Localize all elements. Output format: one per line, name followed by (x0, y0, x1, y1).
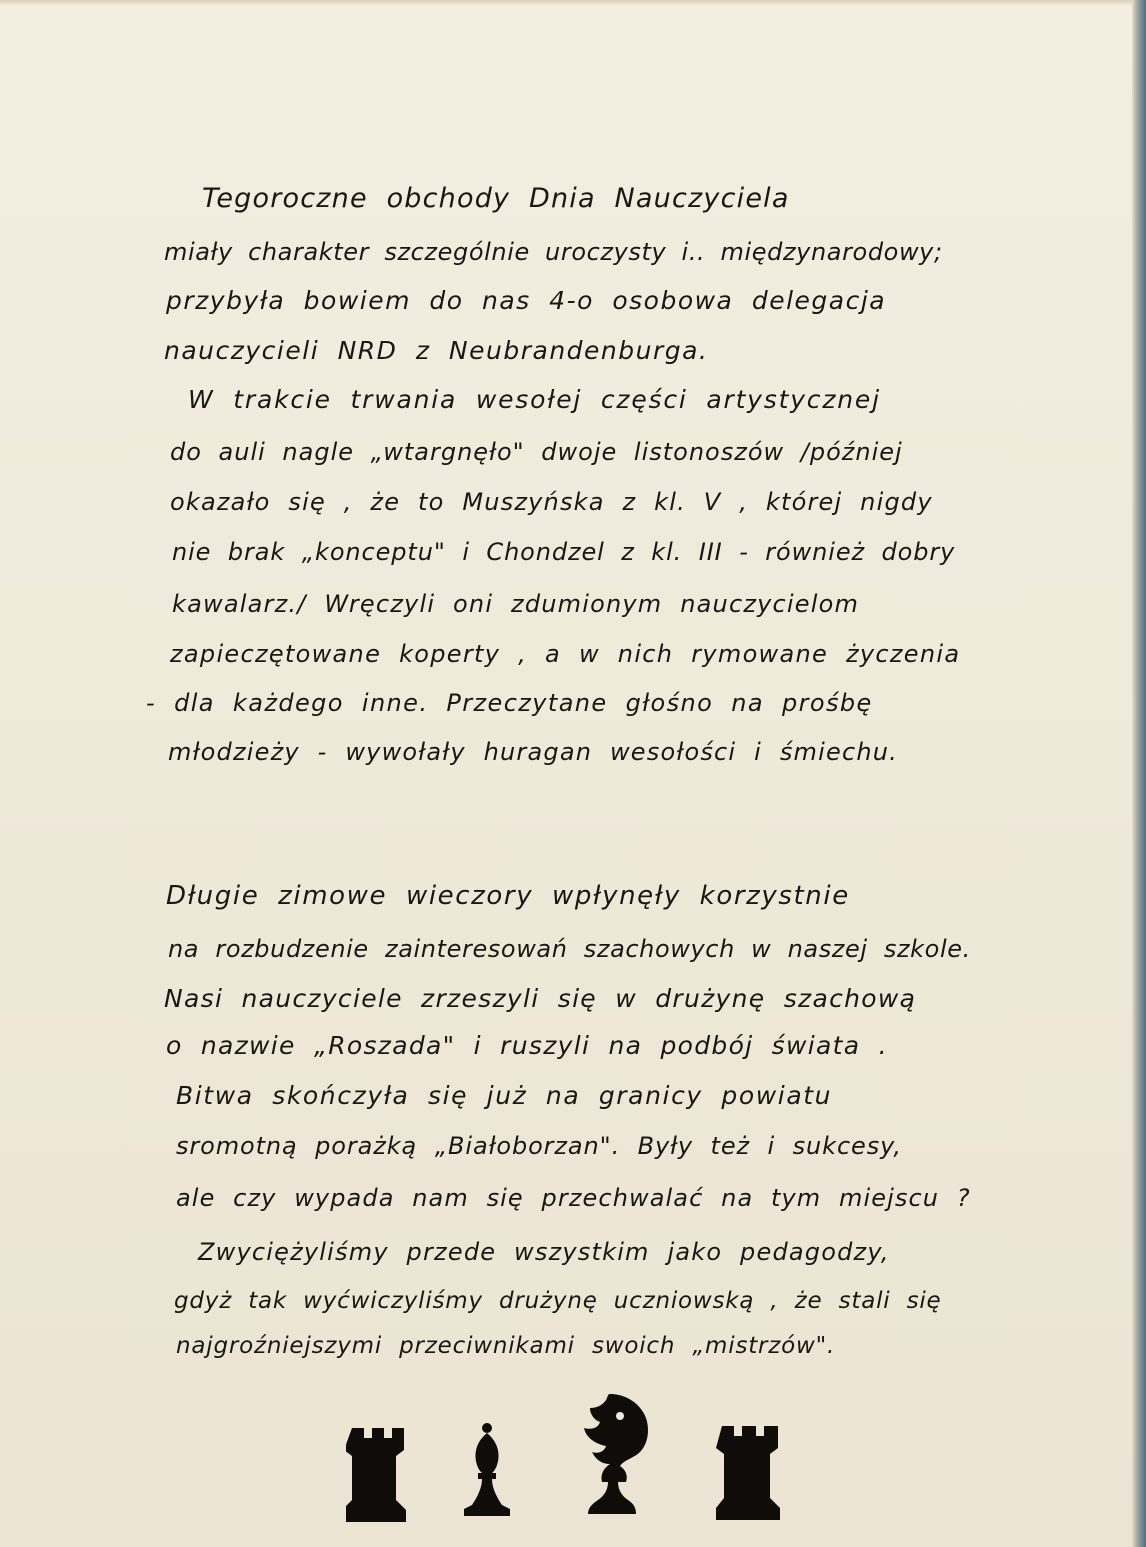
text-line: na rozbudzenie zainteresowań szachowych w naszej szkole. (168, 935, 971, 963)
chess-pieces-illustration (340, 1392, 810, 1522)
text-line: Zwyciężyliśmy przede wszystkim jako pedagodzy, (198, 1238, 890, 1266)
knight-icon (580, 1392, 652, 1522)
text-line: o nazwie „Roszada" i ruszyli na podbój świata . (166, 1031, 888, 1060)
rook-icon (346, 1424, 410, 1522)
text-line: nauczycieli NRD z Neubrandenburga. (164, 336, 709, 365)
rook-icon (716, 1422, 784, 1522)
text-line: - dla każdego inne. Przeczytane głośno na prośbę (146, 689, 873, 717)
text-line: ale czy wypada nam się przechwalać na tym miejscu ? (176, 1184, 971, 1212)
text-line: miały charakter szczególnie uroczysty i.. międzynarodowy; (164, 238, 943, 266)
text-line: gdyż tak wyćwiczyliśmy drużynę uczniowską , że stali się (174, 1288, 942, 1314)
text-line: W trakcie trwania wesołej części artystycznej (188, 385, 881, 414)
bishop-icon (462, 1422, 512, 1522)
text-line: Nasi nauczyciele zrzeszyli się w drużynę szachową (164, 984, 917, 1013)
text-line: najgroźniejszymi przeciwnikami swoich „mistrzów". (176, 1333, 836, 1359)
text-line: sromotną porażką „Białoborzan". Były też i sukcesy, (176, 1132, 902, 1160)
text-line: nie brak „konceptu" i Chondzel z kl. III - również dobry (172, 538, 956, 566)
text-line: przybyła bowiem do nas 4-o osobowa delegacja (166, 286, 887, 315)
text-line: młodzieży - wywołały huragan wesołości i śmiechu. (168, 738, 898, 766)
text-line: okazało się , że to Muszyńska z kl. V , której nigdy (170, 488, 933, 516)
text-line: kawalarz./ Wręczyli oni zdumionym nauczycielom (172, 590, 860, 618)
text-line: Długie zimowe wieczory wpłynęły korzystnie (166, 881, 850, 911)
text-line: zapieczętowane koperty , a w nich rymowane życzenia (170, 640, 961, 668)
text-line: Tegoroczne obchody Dnia Nauczyciela (202, 183, 790, 214)
text-line: Bitwa skończyła się już na granicy powiatu (176, 1081, 833, 1110)
text-line: do auli nagle „wtargnęło" dwoje listonoszów /później (170, 438, 903, 466)
